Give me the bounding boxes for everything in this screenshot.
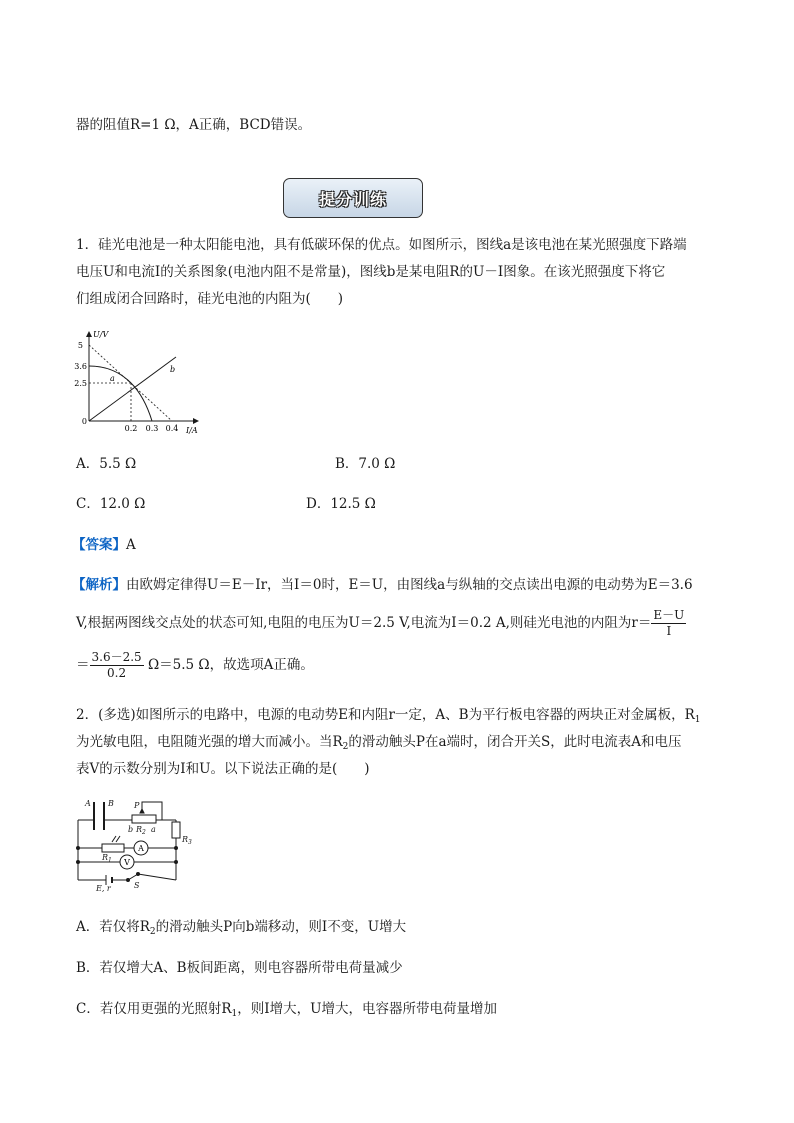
- fraction-e-minus-u-over-i: [651, 608, 686, 639]
- plate-a-label: A: [85, 799, 91, 808]
- frac2-num: 3.6－2.5: [91, 650, 142, 664]
- q2-line1-sub: 1: [694, 715, 701, 725]
- q2-stem-line-2: [76, 732, 682, 752]
- slider-p-label: P: [134, 801, 140, 810]
- frac2-den: 0.2: [107, 666, 127, 680]
- analysis-eq-sign: ＝: [76, 657, 90, 673]
- line-b-label: b: [170, 365, 176, 374]
- analysis-text-2: V,根据两图线交点处的状态可知,电阻的电压为U＝2.5 V,电流为I＝0.2 A,则硅光电池的内阻为r＝: [76, 615, 652, 631]
- rheostat-end-a-label: a: [151, 825, 156, 834]
- y-tick-3.6: 3.6: [74, 362, 87, 371]
- q1-answer: [72, 535, 136, 555]
- y-tick-0: 0: [81, 417, 87, 426]
- y-axis-label: U/V: [93, 330, 109, 339]
- section-badge: 提分训练: [283, 178, 423, 218]
- y-tick-2.5: 2.5: [74, 379, 87, 388]
- rheostat-r2-label: $R_2$: [136, 825, 146, 836]
- frac1-num: E－U: [653, 608, 685, 622]
- rheostat-end-b-label: b: [128, 825, 134, 834]
- q2-opt-c-text-1: C．若仅用更强的光照射R: [76, 1001, 232, 1017]
- analysis-text-1: 由欧姆定律得U＝E－Ir，当I＝0时，E＝U，由图线a与纵轴的交点读出电源的电动势为E＝3.6: [126, 577, 693, 593]
- q2-opt-a-text-1: A．若仅将R: [76, 919, 150, 935]
- q2-opt-c-sub: 1: [231, 1009, 238, 1019]
- q1-option-a[interactable]: A．5.5 Ω: [76, 456, 137, 472]
- q2-line1-text: 2．(多选)如图所示的电路中，电源的电动势E和内阻r一定，A、B为平行板电容器的两块正对金属板，R: [76, 707, 695, 723]
- q2-option-c[interactable]: [76, 999, 497, 1019]
- q1-stem-line-1: 1．硅光电池是一种太阳能电池，具有低碳环保的优点。如图所示，图线a是该电池在某光照强度下路端: [76, 237, 687, 253]
- resistor-r1-label: $R_1$: [102, 853, 112, 864]
- x-tick-0.3: 0.3: [145, 424, 159, 433]
- frac1-den: I: [666, 624, 672, 638]
- q1-analysis-line-3: [76, 648, 314, 682]
- curve-a-label: a: [110, 374, 115, 383]
- q1-stem-line-3: 们组成闭合回路时，硅光电池的内阻为( ): [76, 291, 344, 307]
- q2-circuit-diagram: [72, 796, 196, 892]
- previous-solution-line: 器的阻值R=1 Ω，A正确，BCD错误。: [76, 117, 312, 133]
- plate-b-label: B: [108, 799, 114, 808]
- source-label: E, r: [96, 884, 111, 892]
- resistor-r3-label: $R_3$: [182, 835, 192, 846]
- analysis-text-3: Ω＝5.5 Ω，故选项A正确。: [147, 657, 314, 673]
- q1-option-c[interactable]: C．12.0 Ω: [76, 496, 146, 512]
- q2-stem-line-1: [76, 705, 701, 725]
- answer-tag: 【答案】: [72, 537, 126, 553]
- fraction-numeric: [90, 650, 144, 681]
- q1-ui-graph: [72, 326, 212, 438]
- voltmeter-label: V: [124, 858, 130, 867]
- q2-opt-a-sub: 2: [149, 927, 156, 937]
- q1-analysis-line-1: [72, 575, 693, 595]
- q2-option-b[interactable]: B．若仅增大A、B板间距离，则电容器所带电荷量减少: [76, 960, 403, 976]
- answer-value: A: [126, 537, 136, 553]
- x-tick-0.2: 0.2: [124, 424, 138, 433]
- q2-line2-text-a: 为光敏电阻，电阻随光强的增大而减小。当R: [76, 734, 343, 750]
- q2-line2-sub: 2: [342, 742, 349, 752]
- q2-option-a[interactable]: [76, 917, 406, 937]
- ammeter-label: A: [138, 844, 144, 853]
- q2-opt-a-text-2: 的滑动触头P向b端移动，则I不变，U增大: [155, 919, 407, 935]
- q1-stem-line-2: 电压U和电流I的关系图象(电池内阻不是常量)，图线b是某电阻R的U－I图象。在该光照强度下将它: [76, 264, 666, 280]
- q1-option-d[interactable]: D．12.5 Ω: [306, 496, 376, 512]
- x-axis-label: I/A: [186, 426, 198, 435]
- q1-analysis-line-2: [76, 606, 686, 640]
- x-tick-0.4: 0.4: [165, 424, 179, 433]
- q2-opt-c-text-2: ，则I增大，U增大，电容器所带电荷量增加: [237, 1001, 497, 1017]
- switch-label: S: [134, 881, 140, 890]
- q2-line2-text-b: 的滑动触头P在a端时，闭合开关S，此时电流表A和电压: [348, 734, 682, 750]
- q1-option-b[interactable]: B．7.0 Ω: [335, 456, 396, 472]
- q2-stem-line-3: 表V的示数分别为I和U。以下说法正确的是( ): [76, 761, 370, 777]
- analysis-tag: 【解析】: [72, 577, 126, 593]
- line-b: [89, 357, 176, 421]
- y-tick-5: 5: [77, 341, 83, 350]
